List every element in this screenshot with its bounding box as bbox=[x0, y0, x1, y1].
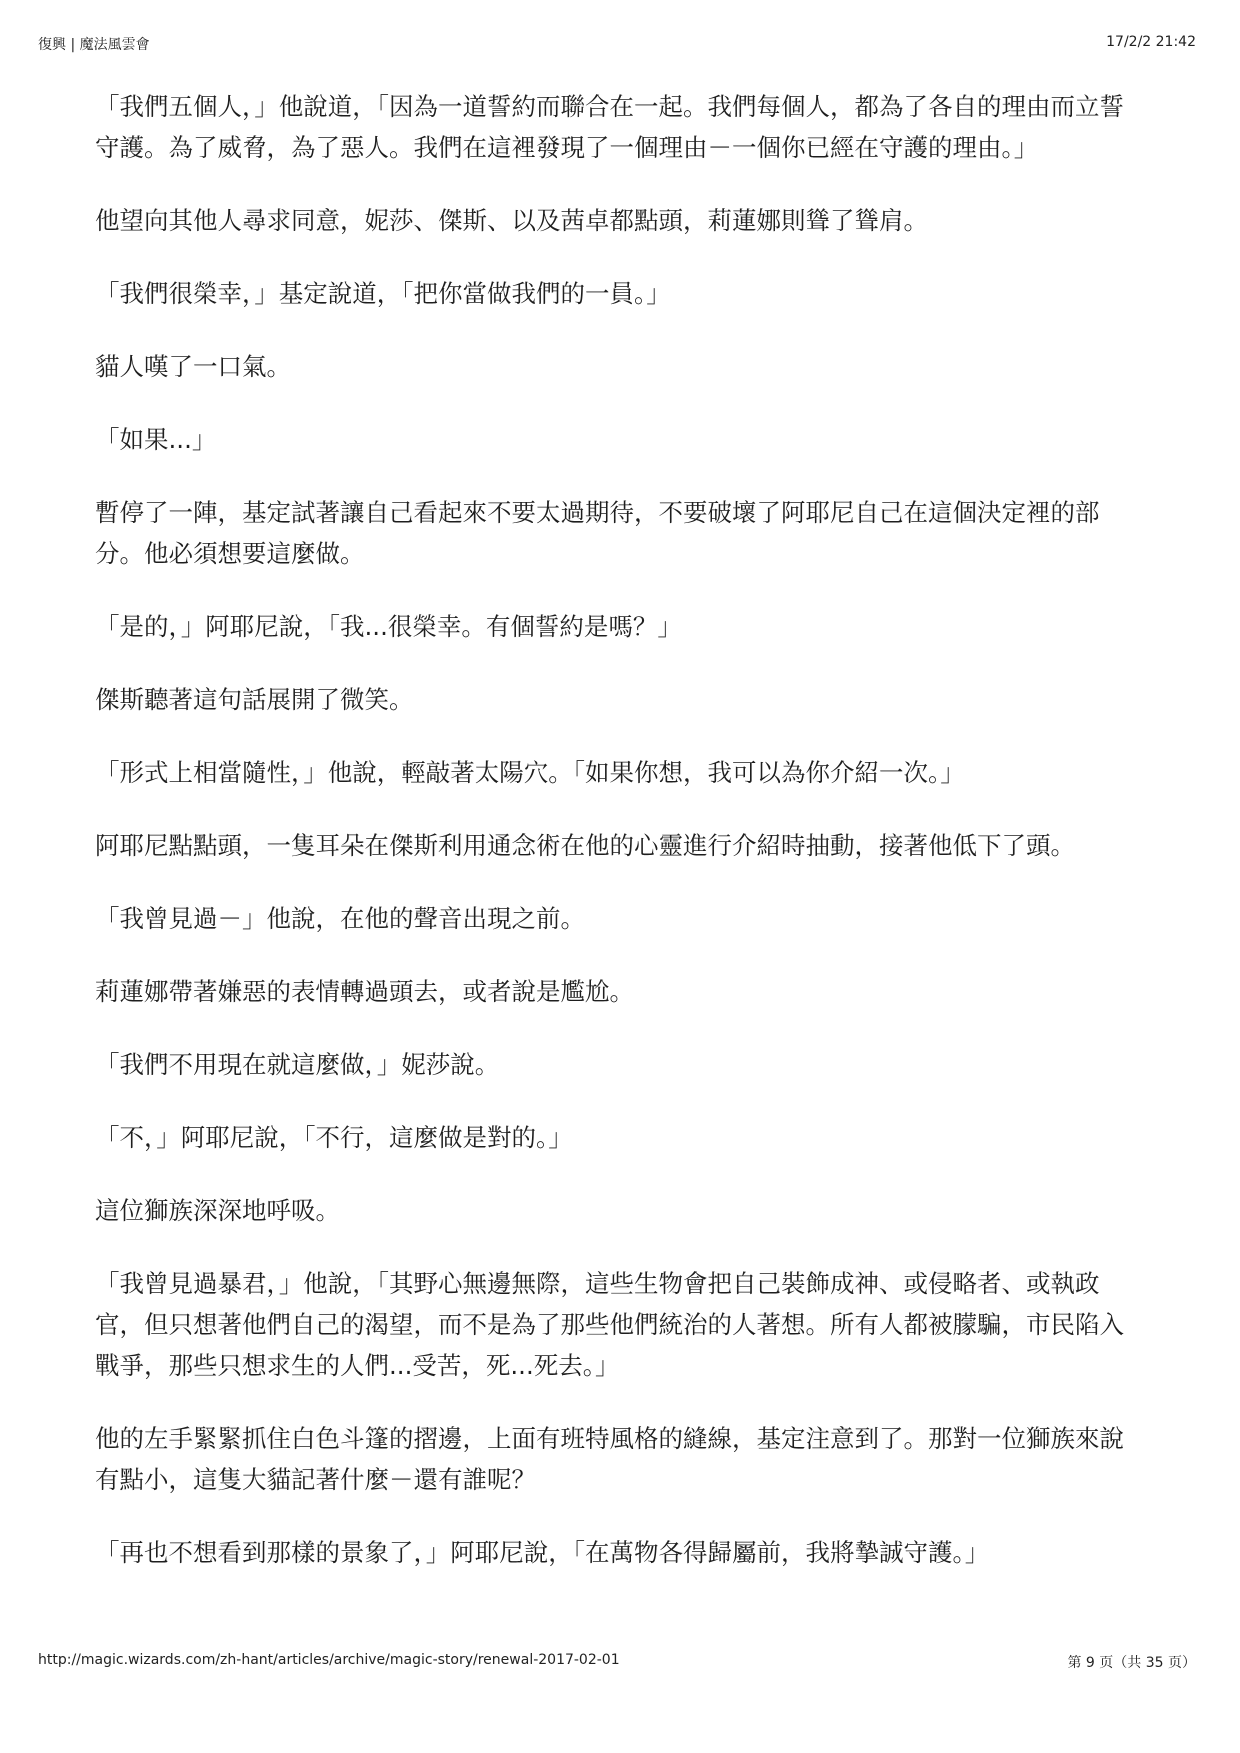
paragraph: 莉蓮娜帶著嫌惡的表情轉過頭去，或者說是尷尬。 bbox=[95, 977, 634, 1006]
paragraph: 「不，」阿耶尼說，「不行，這麼做是對的。」 bbox=[95, 1123, 573, 1152]
paragraph: 他的左手緊緊抓住白色斗篷的摺邊，上面有班特風格的縫線，基定注意到了。那對一位獅族來說有點小，這隻大貓記著什麼－還有誰呢？ bbox=[95, 1424, 1124, 1494]
paragraph: 「如果...」 bbox=[95, 425, 217, 454]
paragraph: 「我曾見過－」他說，在他的聲音出現之前。 bbox=[95, 904, 585, 933]
paragraph: 「再也不想看到那樣的景象了，」阿耶尼說，「在萬物各得歸屬前，我將摯誠守護。」 bbox=[95, 1538, 990, 1567]
paragraph: 「我們不用現在就這麼做，」妮莎說。 bbox=[95, 1050, 500, 1079]
paragraph: 這位獅族深深地呼吸。 bbox=[95, 1196, 340, 1225]
paragraph: 「是的，」阿耶尼說，「我...很榮幸。有個誓約是嗎？」 bbox=[95, 612, 682, 641]
print-footer bbox=[38, 1652, 1196, 1674]
paragraph: 他望向其他人尋求同意，妮莎、傑斯、以及茜卓都點頭，莉蓮娜則聳了聳肩。 bbox=[95, 206, 928, 235]
paragraph: 貓人嘆了一口氣。 bbox=[95, 352, 291, 381]
paragraph: 阿耶尼點點頭，一隻耳朵在傑斯利用通念術在他的心靈進行介紹時抽動，接著他低下了頭。 bbox=[95, 831, 1075, 860]
paragraph: 「形式上相當隨性，」他說，輕敲著太陽穴。「如果你想，我可以為你介紹一次。」 bbox=[95, 758, 965, 787]
page-number: 第 9 页（共 35 页） bbox=[1067, 1655, 1196, 1671]
paragraph: 「我們五個人，」他說道，「因為一道誓約而聯合在一起。我們每個人，都為了各自的理由而立誓守護。為了威脅，為了惡人。我們在這裡發現了一個理由－一個你已經在守護的理由。」 bbox=[95, 92, 1124, 162]
paragraph: 暫停了一陣，基定試著讓自己看起來不要太過期待，不要破壞了阿耶尼自己在這個決定裡的部分。他必須想要這麼做。 bbox=[95, 498, 1100, 568]
document-title: 復興 | 魔法風雲會 bbox=[38, 37, 150, 53]
paragraph: 傑斯聽著這句話展開了微笑。 bbox=[95, 685, 414, 714]
article-body bbox=[95, 86, 1145, 1605]
paragraph: 「我們很榮幸，」基定說道，「把你當做我們的一員。」 bbox=[95, 279, 671, 308]
print-header bbox=[38, 34, 1196, 56]
print-datetime: 17/2/2 21:42 bbox=[1106, 34, 1196, 50]
paragraph: 「我曾見過暴君，」他說，「其野心無邊無際，這些生物會把自己裝飾成神、或侵略者、或執政官，但只想著他們自己的渴望，而不是為了那些他們統治的人著想。所有人都被朦騙，市民陷入戰爭，那些只想求生的人們...受苦，死...死去。」 bbox=[95, 1269, 1124, 1380]
source-url: http://magic.wizards.com/zh-hant/articles/archive/magic-story/renewal-2017-02-01 bbox=[38, 1652, 620, 1668]
